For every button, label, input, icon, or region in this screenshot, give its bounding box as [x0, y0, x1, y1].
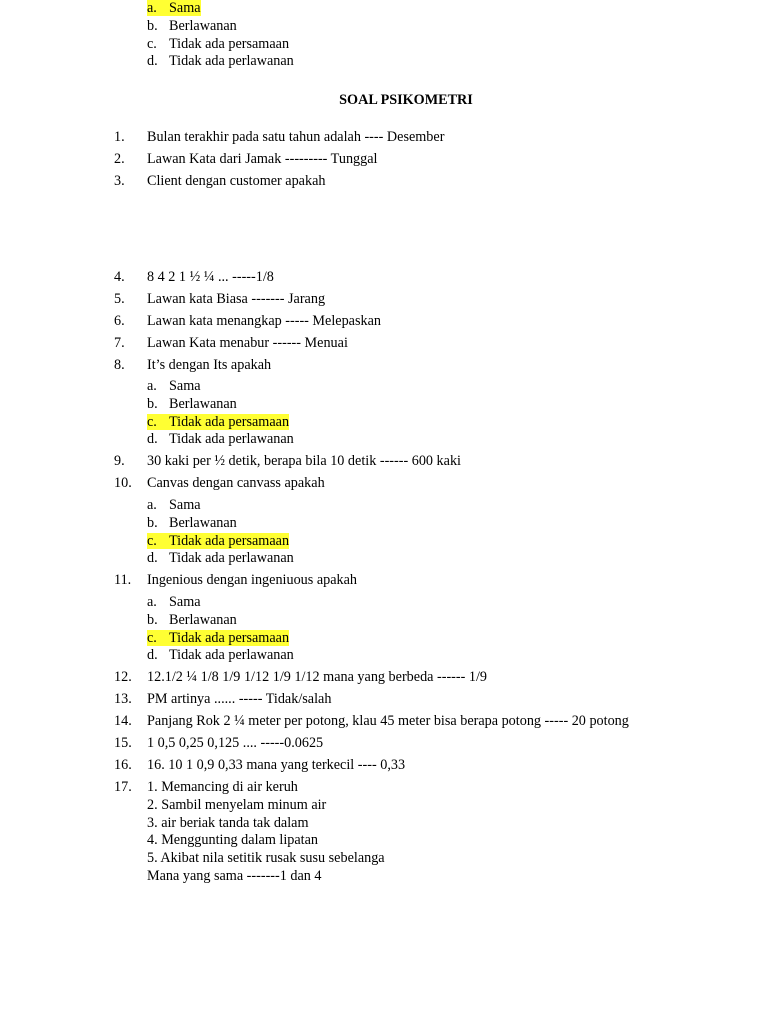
- option-text: Sama: [169, 0, 201, 16]
- question-text: 12.1/2 ¼ 1/8 1/9 1/12 1/9 1/12 mana yang berbeda ------ 1/9: [147, 669, 488, 685]
- question-text: 8 4 2 1 ½ ¼ ... -----1/8: [147, 269, 274, 285]
- answer-option: [147, 36, 289, 54]
- option-letter: a.: [147, 497, 157, 513]
- option-letter: c.: [147, 35, 157, 52]
- question-number: 12.: [114, 669, 132, 685]
- question-number: 14.: [114, 713, 132, 729]
- option-letter: c.: [147, 413, 157, 430]
- question-text: 16. 10 1 0,9 0,33 mana yang terkecil ---- 0,33: [147, 757, 406, 773]
- answer-option: [147, 396, 237, 414]
- option-text: Berlawanan: [169, 17, 237, 34]
- option-letter: b.: [147, 395, 158, 412]
- question-text: Panjang Rok 2 ¼ meter per potong, klau 45 meter bisa berapa potong ----- 20 potong: [147, 713, 629, 729]
- option-letter: b.: [147, 514, 158, 531]
- question-number: 16.: [114, 757, 132, 773]
- question-text: Lawan kata menangkap ----- Melepaskan: [147, 313, 381, 329]
- answer-option: [147, 550, 294, 568]
- answer-option-highlighted: [147, 630, 289, 648]
- option-text: Sama: [169, 378, 201, 394]
- question-number: 11.: [114, 572, 132, 588]
- question-number: 15.: [114, 735, 132, 751]
- document-title: SOAL PSIKOMETRI: [339, 92, 473, 108]
- option-text: Sama: [169, 594, 201, 610]
- answer-option: [147, 378, 201, 396]
- answer-option: [147, 515, 237, 533]
- option-letter: a.: [147, 594, 157, 610]
- question-text: Canvas dengan canvass apakah: [147, 475, 325, 491]
- answer-option: [147, 647, 294, 665]
- question-text: Bulan terakhir pada satu tahun adalah ---- Desember: [147, 129, 445, 145]
- question-number: 6.: [114, 313, 125, 329]
- question-number: 8.: [114, 357, 125, 373]
- option-letter: c.: [147, 629, 157, 646]
- question-text: Lawan Kata dari Jamak --------- Tunggal: [147, 151, 378, 167]
- answer-option-highlighted: [147, 0, 201, 18]
- question-subline: 2. Sambil menyelam minum air: [147, 796, 327, 813]
- question-number: 7.: [114, 335, 125, 351]
- question-number: 9.: [114, 453, 125, 469]
- option-letter: b.: [147, 611, 158, 628]
- question-text: 1. Memancing di air keruh: [147, 779, 298, 795]
- answer-option: [147, 53, 294, 71]
- option-text: Tidak ada perlawanan: [169, 550, 294, 567]
- question-number: 1.: [114, 129, 125, 145]
- question-text: PM artinya ...... ----- Tidak/salah: [147, 691, 332, 707]
- question-number: 10.: [114, 475, 132, 491]
- option-text: Tidak ada perlawanan: [169, 647, 294, 664]
- question-text: Lawan Kata menabur ------ Menuai: [147, 335, 348, 351]
- option-text: Tidak ada perlawanan: [169, 431, 294, 448]
- answer-option: [147, 594, 201, 612]
- question-number: 5.: [114, 291, 125, 307]
- option-letter: d.: [147, 431, 158, 448]
- option-text: Berlawanan: [169, 611, 237, 628]
- option-text: Tidak ada perlawanan: [169, 53, 294, 70]
- question-text: Client dengan customer apakah: [147, 173, 326, 189]
- option-letter: d.: [147, 550, 158, 567]
- question-number: 17.: [114, 779, 132, 795]
- question-text: Ingenious dengan ingeniuous apakah: [147, 572, 357, 588]
- option-letter: a.: [147, 378, 157, 394]
- question-number: 4.: [114, 269, 125, 285]
- option-letter: b.: [147, 17, 158, 34]
- question-number: 2.: [114, 151, 125, 167]
- question-number: 3.: [114, 173, 125, 189]
- answer-option-highlighted: [147, 533, 289, 551]
- answer-option: [147, 431, 294, 449]
- option-letter: d.: [147, 53, 158, 70]
- option-text: Sama: [169, 497, 201, 513]
- option-text: Tidak ada persamaan: [169, 35, 290, 52]
- option-text: Tidak ada persamaan: [169, 413, 290, 430]
- option-letter: a.: [147, 0, 157, 16]
- question-subline: 3. air beriak tanda tak dalam: [147, 814, 309, 831]
- option-text: Tidak ada persamaan: [169, 629, 290, 646]
- question-text: 1 0,5 0,25 0,125 .... -----0.0625: [147, 735, 324, 751]
- option-text: Tidak ada persamaan: [169, 532, 290, 549]
- question-text: Lawan kata Biasa ------- Jarang: [147, 291, 326, 307]
- option-text: Berlawanan: [169, 514, 237, 531]
- option-text: Berlawanan: [169, 395, 237, 412]
- answer-option: [147, 612, 237, 630]
- question-subline: 5. Akibat nila setitik rusak susu sebelanga: [147, 850, 385, 867]
- answer-option: [147, 497, 201, 515]
- answer-option-highlighted: [147, 414, 289, 432]
- question-text: 30 kaki per ½ detik, berapa bila 10 detik ------ 600 kaki: [147, 453, 461, 469]
- option-letter: d.: [147, 647, 158, 664]
- question-text: It’s dengan Its apakah: [147, 357, 272, 373]
- question-number: 13.: [114, 691, 132, 707]
- option-letter: c.: [147, 532, 157, 549]
- question-subline: 4. Menggunting dalam lipatan: [147, 832, 319, 849]
- question-subline: Mana yang sama -------1 dan 4: [147, 868, 322, 884]
- answer-option: [147, 18, 237, 36]
